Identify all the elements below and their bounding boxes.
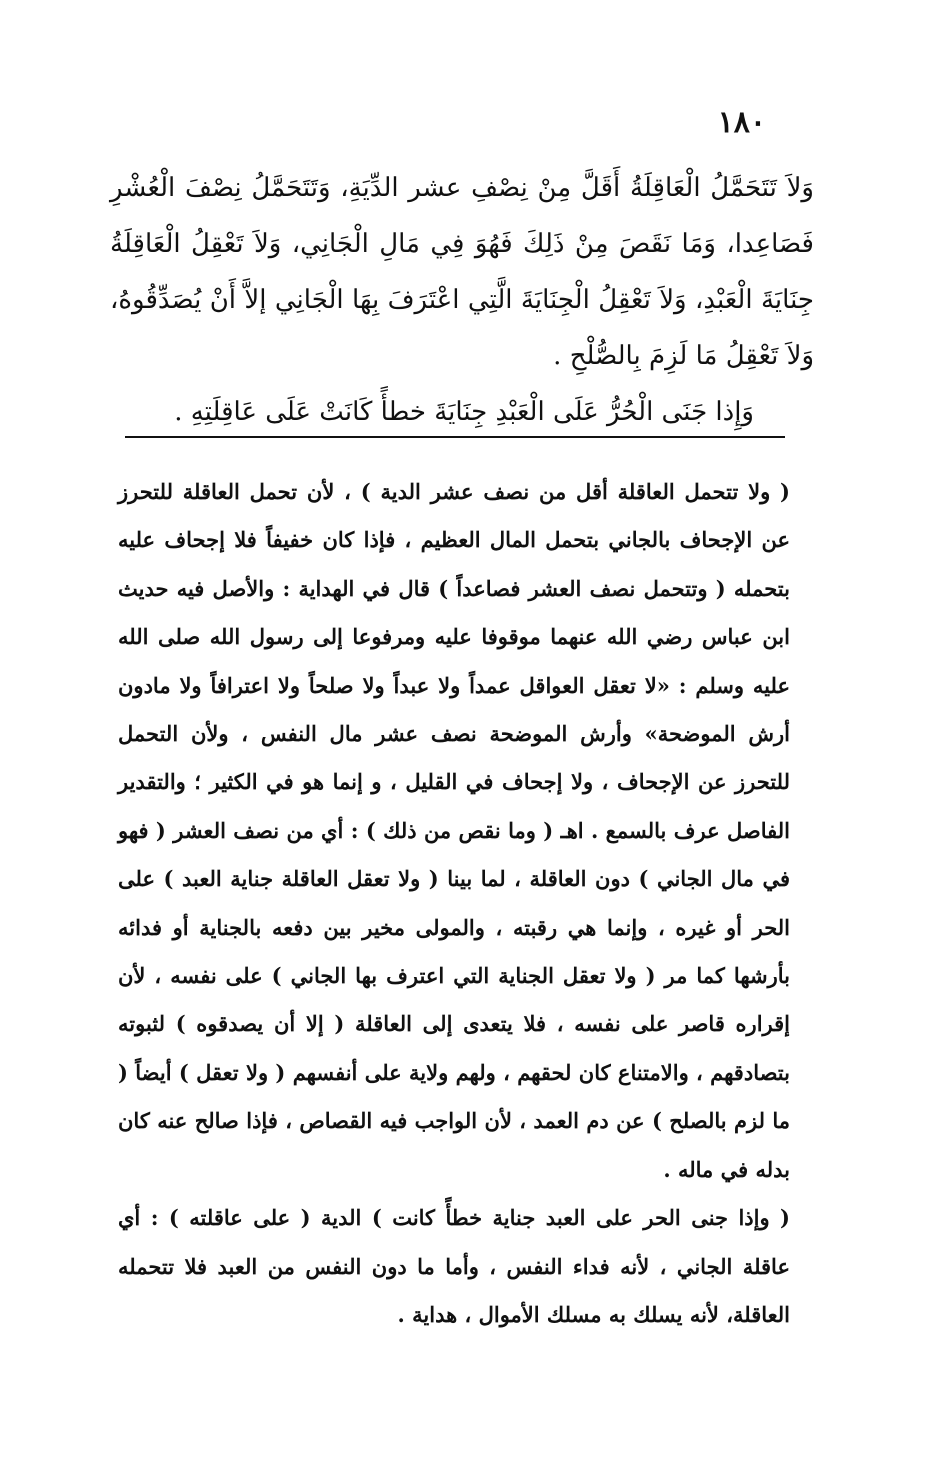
commentary-block — [118, 468, 814, 1339]
main-text-block — [110, 160, 814, 440]
section-divider — [125, 436, 785, 438]
main-text-paragraph: وَلاَ تَتَحَمَّلُ الْعَاقِلَةُ أَقَلَّ مِنْ نِصْفِ عشر الدِّيَةِ، وَتَتَحَمَّلُ نِصْفَ الْعُشْرِ فَصَاعِدا، وَمَا نَقَصَ مِنْ ذَلِكَ فَهُوَ فِي مَالِ الْجَانِي، وَلاَ تَعْقِلُ الْعَاقِلَةُ جِنَايَةَ الْعَبْدِ، وَلاَ تَعْقِلُ الْجِنَايَةَ الَّتِي اعْتَرَفَ بِهَا الْجَانِي إلاَّ أَنْ يُصَدِّقُوهُ، وَلاَ تَعْقِلُ مَا لَزِمَ بِالصُّلْحِ . — [110, 173, 814, 371]
commentary-paragraph: ( ولا تتحمل العاقلة أقل من نصف عشر الدية ) ، لأن تحمل العاقلة للتحرز عن الإجحاف بالجاني بتحمل المال العظيم ، فإذا كان خفيفاً فلا إجحاف عليه بتحمله ( وتتحمل نصف العشر فصاعداً ) قال في الهداية : والأصل فيه حديث ابن عباس رضي الله عنهما موقوفا عليه ومرفوعا إلى رسول الله صلى الله عليه وسلم : «لا تعقل العواقل عمداً ولا عبداً ولا صلحاً ولا اعترافاً ولا مادون أرش الموضحة» وأرش الموضحة نصف عشر مال النفس ، ولأن التحمل للتحرز عن الإجحاف ، ولا إجحاف في القليل ، و إنما هو في الكثير ؛ والتقدير الفاصل عرف بالسمع . اهـ ( وما نقص من ذلك ) : أي من نصف العشر ( فهو في مال الجاني ) دون العاقلة ، لما بينا ( ولا تعقل العاقلة جناية العبد ) على الحر أو غيره ، وإنما هي رقبته ، والمولى مخير بين دفعه بالجناية أو فدائه بأرشها كما مر ( ولا تعقل الجناية التي اعترف بها الجاني ) على نفسه ، لأن إقراره قاصر على نفسه ، فلا يتعدى إلى العاقلة ( إلا أن يصدقوه ) لثبوته بتصادقهم ، والامتناع كان لحقهم ، ولهم ولاية على أنفسهم ( ولا تعقل ) أيضاً ( ما لزم بالصلح ) عن دم العمد ، لأن الواجب فيه القصاص ، فإذا صالح عنه كان بدله في ماله . — [118, 479, 790, 1182]
main-text-paragraph: وَإِذا جَنَى الْحُرُّ عَلَى الْعَبْدِ جِنَايَةَ خطأً كَانَتْ عَلَى عَاقِلَتِهِ . — [174, 397, 754, 427]
page-number: ١٨٠ — [717, 105, 766, 140]
commentary-paragraph: ( وإذا جنى الحر على العبد جناية خطأً كانت ) الدية ( على عاقلته ) : أي عاقلة الجاني ، لأنه فداء النفس ، وأما ما دون النفس من العبد فلا تتحمله العاقلة، لأنه يسلك به مسلك الأموال ، هداية . — [118, 1205, 790, 1327]
